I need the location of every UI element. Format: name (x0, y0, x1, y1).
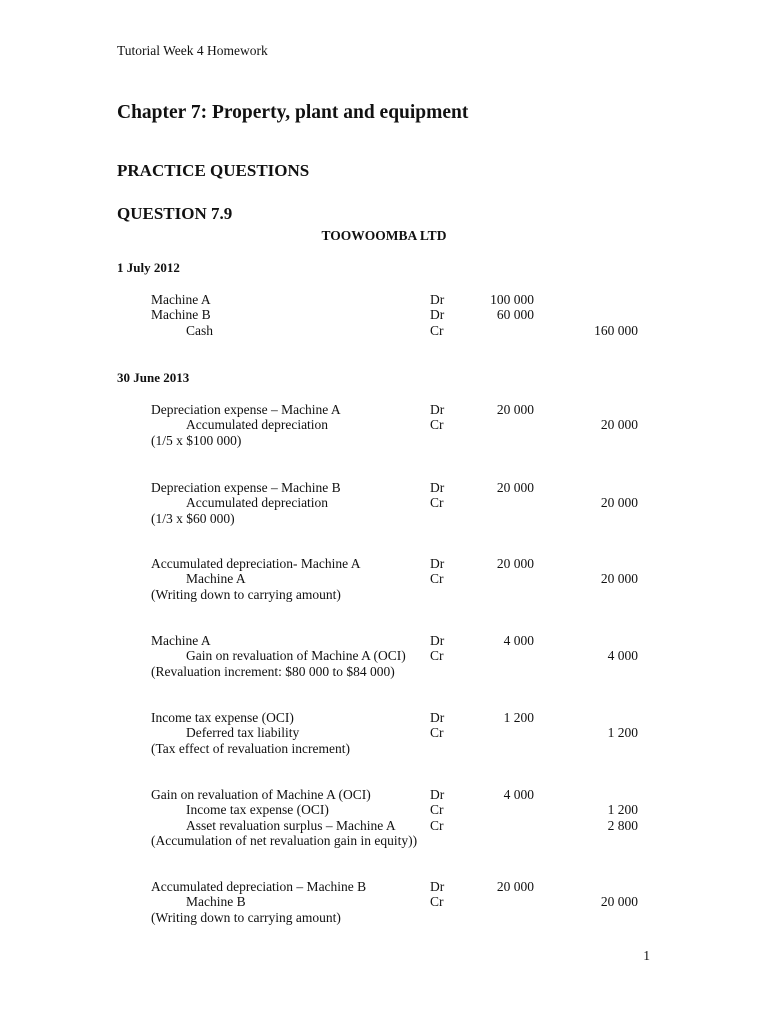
dr-cr-indicator: Dr (430, 402, 445, 417)
date-heading: 30 June 2013 (117, 370, 190, 385)
journal-line (0, 711, 768, 727)
entry-narration-row (0, 665, 768, 681)
entry-narration-row (0, 742, 768, 758)
account-name: Machine A (186, 571, 246, 587)
entry-narration: (Tax effect of revaluation increment) (151, 740, 350, 756)
account-name: Machine A (151, 292, 211, 307)
journal-line (0, 895, 768, 911)
dr-cr-indicator: Dr (430, 292, 445, 307)
dr-cr-indicator: Cr (430, 894, 444, 910)
credit-amount: 160 000 (594, 322, 638, 338)
credit-amount: 1 200 (607, 802, 638, 818)
account-name: Accumulated depreciation – Machine B (151, 879, 367, 894)
entry-narration-row (0, 588, 768, 604)
debit-amount: 20 000 (496, 556, 534, 571)
dr-cr-indicator: Cr (430, 648, 444, 664)
page-number: 1 (643, 948, 650, 963)
credit-amount: 20 000 (600, 894, 638, 910)
entry-narration: (Writing down to carrying amount) (151, 586, 341, 602)
dr-cr-indicator: Cr (430, 322, 444, 338)
dr-cr-indicator: Dr (430, 480, 445, 495)
credit-amount: 20 000 (600, 495, 638, 511)
journal-line (0, 788, 768, 804)
dr-cr-indicator: Dr (430, 633, 445, 648)
account-name: Machine B (186, 894, 246, 910)
journal-line (0, 324, 768, 340)
debit-amount: 1 200 (503, 710, 534, 725)
account-name: Accumulated depreciation (186, 495, 329, 511)
account-name: Machine A (151, 633, 211, 648)
dr-cr-indicator: Cr (430, 571, 444, 587)
debit-amount: 20 000 (496, 402, 534, 417)
dr-cr-indicator: Dr (430, 710, 445, 725)
dr-cr-indicator: Dr (430, 556, 445, 571)
entry-narration: (1/5 x $100 000) (151, 432, 242, 448)
account-name: Accumulated depreciation- Machine A (151, 556, 361, 571)
dr-cr-indicator: Cr (430, 495, 444, 511)
credit-amount: 20 000 (600, 417, 638, 433)
entry-narration-row (0, 512, 768, 528)
dr-cr-indicator: Dr (430, 879, 445, 894)
debit-amount: 60 000 (496, 307, 534, 323)
entry-narration: (Revaluation increment: $80 000 to $84 000) (151, 663, 395, 679)
section-title: PRACTICE QUESTIONS (117, 161, 310, 180)
question-title: QUESTION 7.9 (117, 204, 233, 223)
debit-amount: 100 000 (490, 292, 534, 307)
page-header: Tutorial Week 4 Homework (117, 43, 268, 58)
entry-narration: (1/3 x $60 000) (151, 510, 235, 526)
journal-line (0, 803, 768, 819)
account-name: Depreciation expense – Machine B (151, 480, 341, 495)
debit-amount: 4 000 (503, 633, 534, 648)
account-name: Depreciation expense – Machine A (151, 402, 341, 417)
account-name: Income tax expense (OCI) (186, 802, 329, 818)
dr-cr-indicator: Cr (430, 817, 444, 833)
entry-narration: (Writing down to carrying amount) (151, 909, 341, 925)
debit-amount: 20 000 (496, 879, 534, 894)
debit-amount: 20 000 (496, 480, 534, 495)
journal-line (0, 726, 768, 742)
journal-line (0, 308, 768, 324)
journal-line (0, 572, 768, 588)
credit-amount: 4 000 (607, 648, 638, 664)
account-name: Machine B (151, 307, 211, 323)
credit-amount: 2 800 (607, 817, 638, 833)
company-name: TOOWOOMBA LTD (321, 228, 447, 243)
entry-narration: (Accumulation of net revaluation gain in equity)) (151, 833, 418, 849)
account-name: Cash (186, 322, 213, 338)
journal-line (0, 649, 768, 665)
debit-amount: 4 000 (503, 787, 534, 802)
account-name: Gain on revaluation of Machine A (OCI) (151, 787, 371, 802)
account-name: Income tax expense (OCI) (151, 710, 294, 725)
journal-line (0, 496, 768, 512)
journal-line (0, 481, 768, 497)
account-name: Deferred tax liability (186, 725, 300, 741)
date-heading: 1 July 2012 (117, 260, 180, 275)
journal-line (0, 557, 768, 573)
dr-cr-indicator: Dr (430, 307, 445, 323)
account-name: Accumulated depreciation (186, 417, 329, 433)
dr-cr-indicator: Dr (430, 787, 445, 802)
journal-line (0, 418, 768, 434)
dr-cr-indicator: Cr (430, 802, 444, 818)
journal-line (0, 880, 768, 896)
account-name: Gain on revaluation of Machine A (OCI) (186, 648, 406, 664)
entry-narration-row (0, 434, 768, 450)
credit-amount: 20 000 (600, 571, 638, 587)
dr-cr-indicator: Cr (430, 417, 444, 433)
chapter-title: Chapter 7: Property, plant and equipment (117, 102, 469, 123)
journal-line (0, 403, 768, 419)
dr-cr-indicator: Cr (430, 725, 444, 741)
credit-amount: 1 200 (607, 725, 638, 741)
account-name: Asset revaluation surplus – Machine A (186, 817, 396, 833)
entry-narration-row (0, 911, 768, 927)
entry-narration-row (0, 834, 768, 850)
journal-line (0, 293, 768, 309)
